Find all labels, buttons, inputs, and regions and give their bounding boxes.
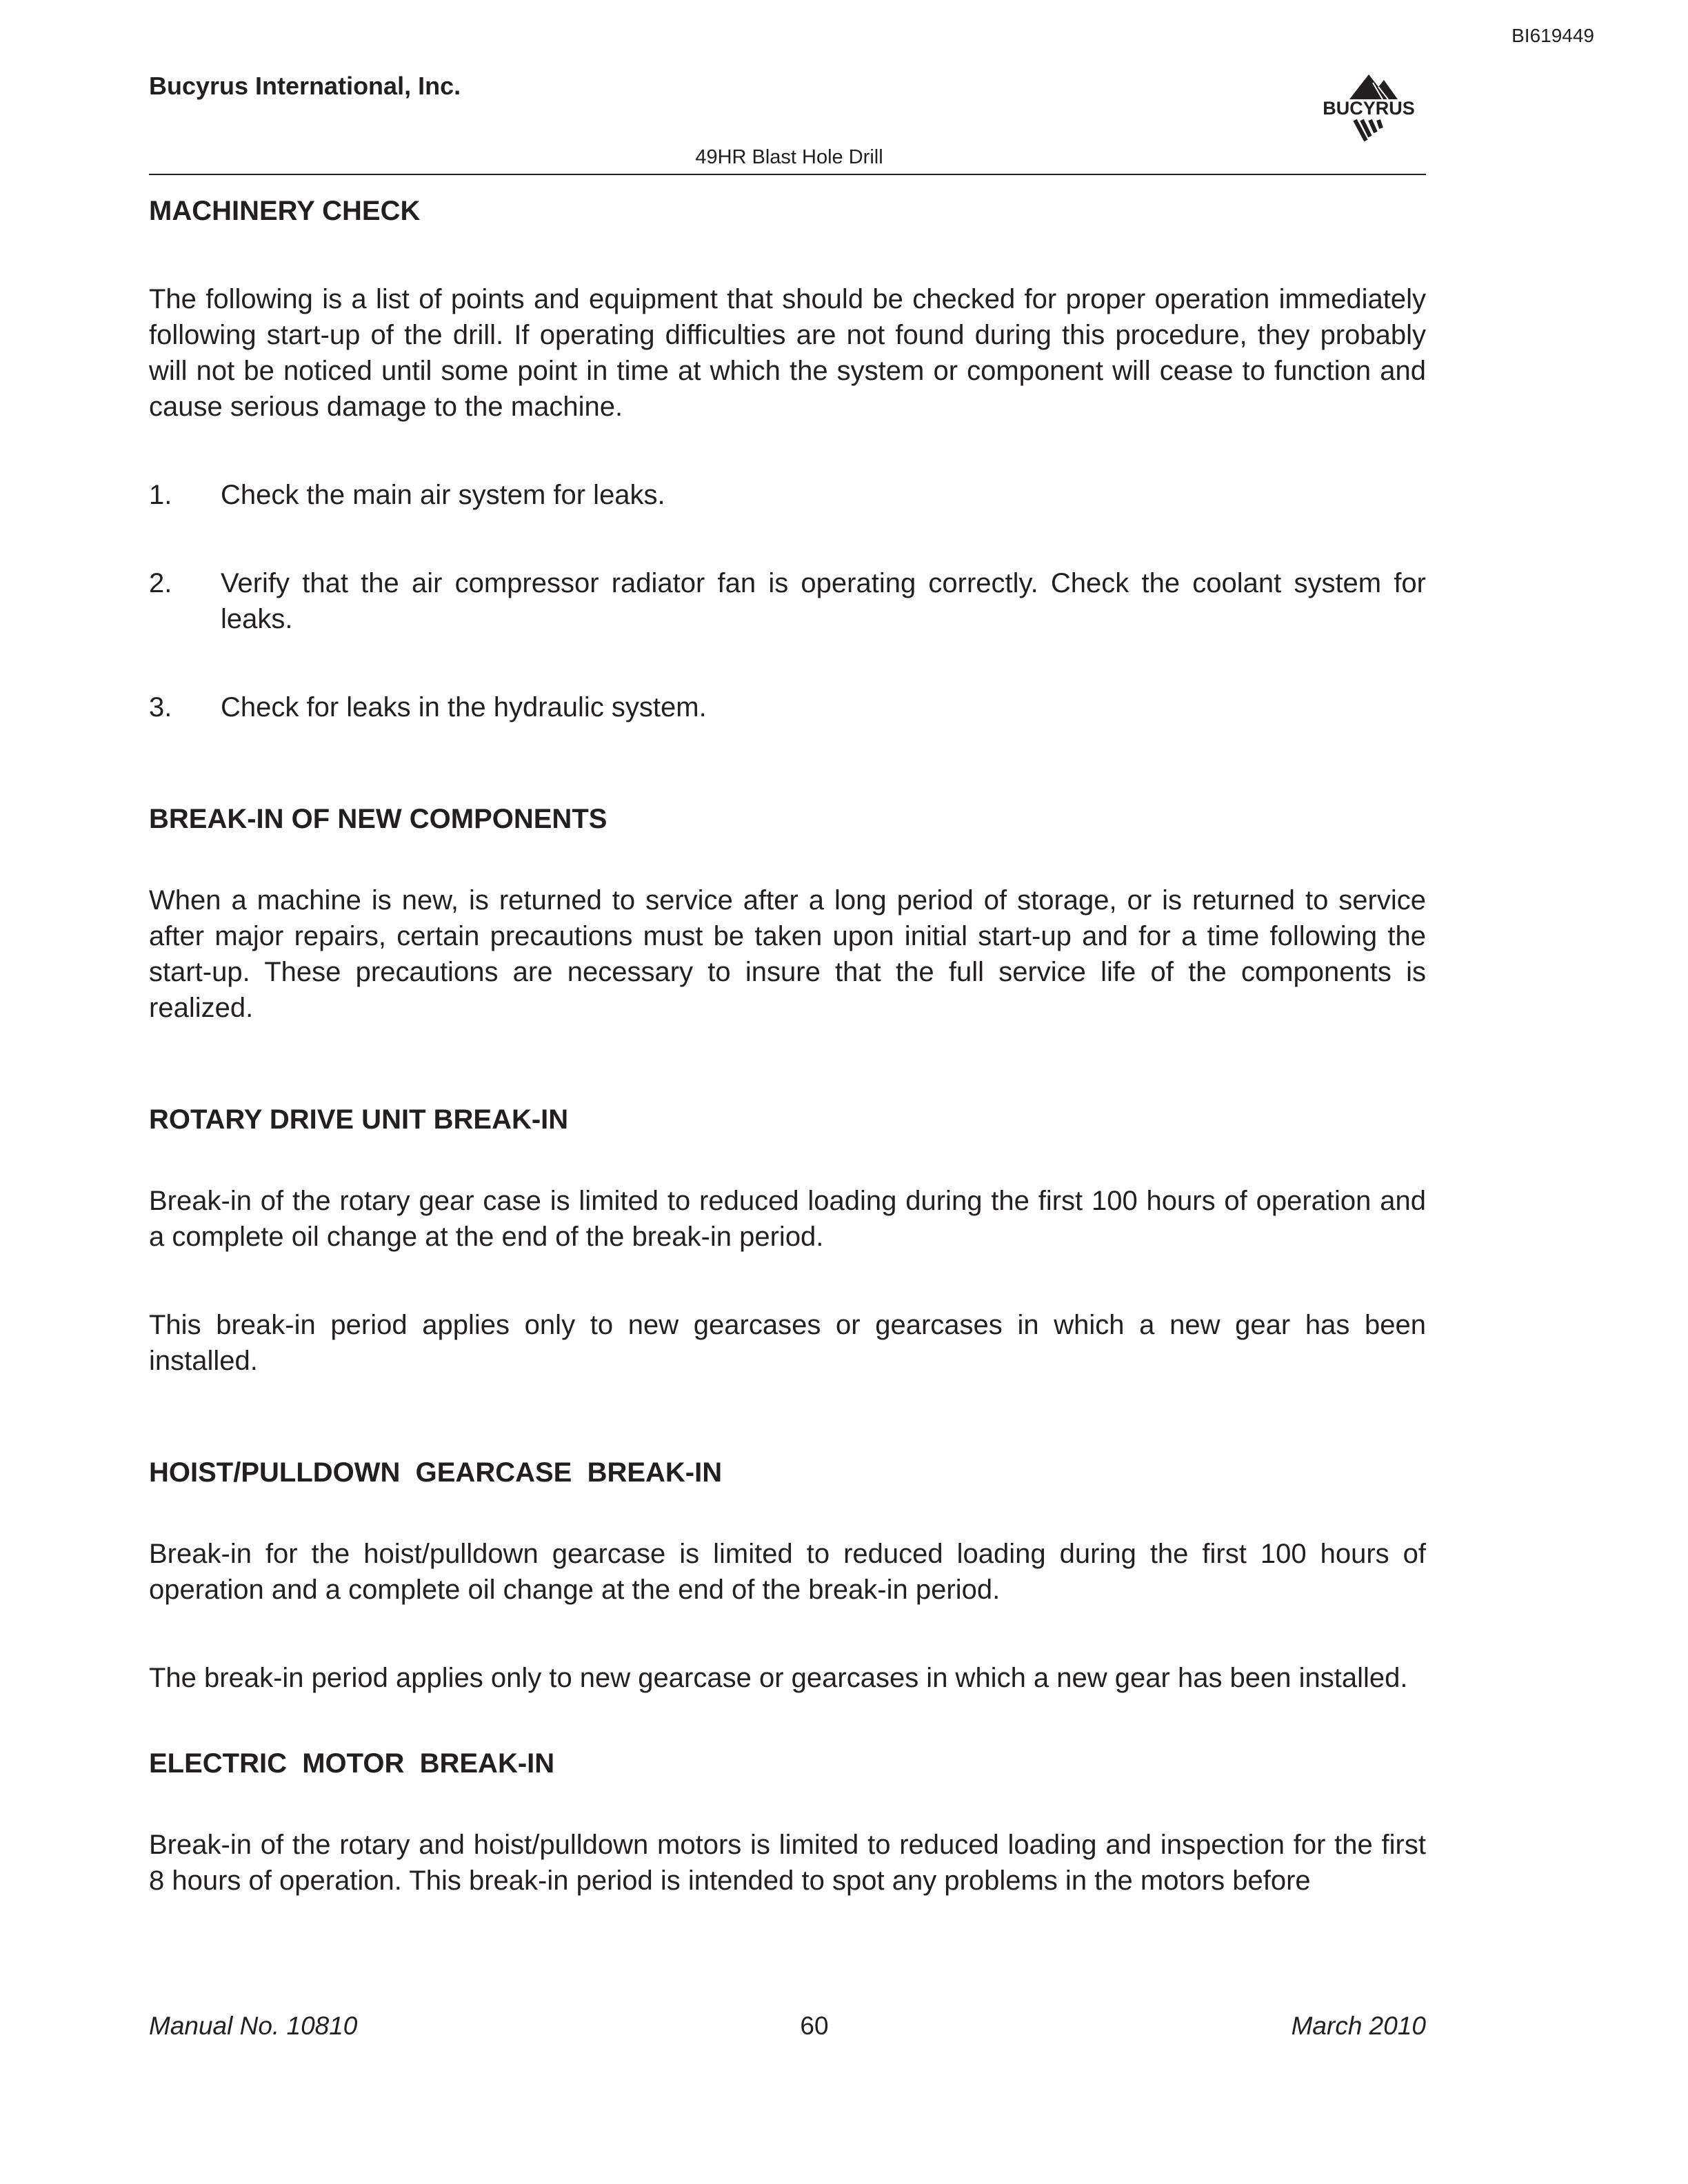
break-in-text: When a machine is new, is returned to service after a long period of storage, or is returned to service after major repairs, certain precautions must be taken upon initial start-up and for a time following the start-up. These precautions are necessary to insure that the full service life of the components is realized.	[149, 885, 1426, 1023]
motor-paragraph-1: Break-in of the rotary and hoist/pulldown motors is limited to reduced loading and inspection for the first 8 hours of operation. This break-in period is intended to spot any problems in the motors before	[149, 1830, 1426, 1896]
company-name: Bucyrus International, Inc.	[149, 72, 461, 100]
list-text: Verify that the air compressor radiator fan is operating correctly. Check the coolant system for leaks.	[221, 568, 1426, 634]
manual-number: Manual No. 10810	[149, 2012, 358, 2040]
model-title: 49HR Blast Hole Drill	[695, 146, 883, 168]
list-text: Check the main air system for leaks.	[221, 480, 665, 510]
document-body	[149, 193, 1426, 1899]
heading-motor-break-in: ELECTRIC MOTOR BREAK-IN	[149, 1748, 555, 1779]
publication-date: March 2010	[1291, 2012, 1426, 2040]
hoist-paragraph-2: The break-in period applies only to new gearcase or gearcases in which a new gear has been installed.	[149, 1663, 1408, 1693]
list-item	[149, 565, 1426, 637]
heading-rotary-break-in: ROTARY DRIVE UNIT BREAK-IN	[149, 1104, 569, 1135]
heading-machinery-check: MACHINERY CHECK	[149, 196, 421, 226]
bucyrus-logo	[1307, 69, 1431, 152]
list-number: 1.	[149, 480, 172, 510]
list-number: 2.	[149, 568, 172, 598]
heading-hoist-break-in: HOIST/PULLDOWN GEARCASE BREAK-IN	[149, 1457, 723, 1488]
header-divider	[149, 174, 1426, 175]
page-number: 60	[800, 2012, 829, 2040]
rotary-paragraph-2: This break-in period applies only to new gearcases or gearcases in which a new gear has been installed.	[149, 1310, 1426, 1376]
svg-text:BUCYRUS: BUCYRUS	[1323, 98, 1415, 119]
rotary-paragraph-1: Break-in of the rotary gear case is limited to reduced loading during the first 100 hours of operation and a complete oil change at the end of the break-in period.	[149, 1186, 1426, 1252]
heading-break-in: BREAK-IN OF NEW COMPONENTS	[149, 804, 607, 834]
machinery-check-intro: The following is a list of points and equipment that should be checked for proper operation immediately following start-up of the drill. If operating difficulties are not found during this procedure, they probably will not be noticed until some point in time at which the system or component will cease to function and cause serious damage to the machine.	[149, 284, 1426, 422]
list-item	[149, 477, 1426, 513]
document-id: BI619449	[1511, 25, 1594, 46]
list-number: 3.	[149, 692, 172, 722]
list-item	[149, 689, 1426, 725]
list-text: Check for leaks in the hydraulic system.	[221, 692, 707, 722]
hoist-paragraph-1: Break-in for the hoist/pulldown gearcase is limited to reduced loading during the first 100 hours of operation and a complete oil change at the end of the break-in period.	[149, 1539, 1426, 1605]
